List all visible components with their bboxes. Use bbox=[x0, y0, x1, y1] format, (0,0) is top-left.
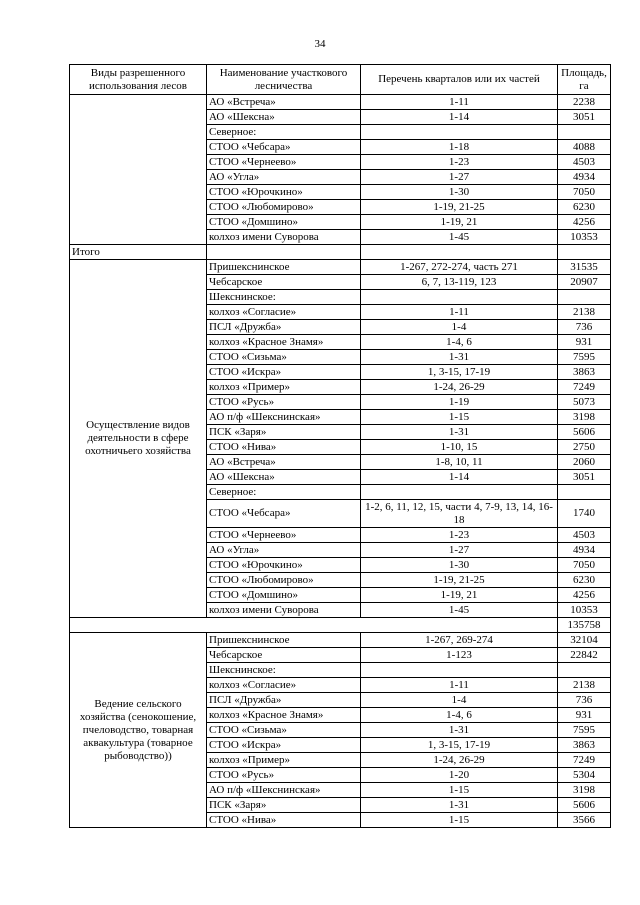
quarters-cell bbox=[361, 125, 558, 140]
area-cell: 2750 bbox=[558, 440, 611, 455]
quarters-cell: 1-30 bbox=[361, 558, 558, 573]
area-cell: 4934 bbox=[558, 543, 611, 558]
area-cell: 3566 bbox=[558, 813, 611, 828]
area-cell: 3051 bbox=[558, 470, 611, 485]
forestry-name-cell: СТОО «Русь» bbox=[207, 395, 361, 410]
area-cell: 3198 bbox=[558, 410, 611, 425]
area-cell bbox=[558, 125, 611, 140]
area-cell: 5606 bbox=[558, 425, 611, 440]
area-cell: 3863 bbox=[558, 365, 611, 380]
area-cell: 7595 bbox=[558, 350, 611, 365]
quarters-cell: 1-19, 21 bbox=[361, 215, 558, 230]
quarters-cell: 1-31 bbox=[361, 425, 558, 440]
forestry-name-cell: Чебсарское bbox=[207, 275, 361, 290]
quarters-cell: 1-45 bbox=[361, 230, 558, 245]
section-a-body bbox=[70, 95, 611, 245]
forestry-name-cell: СТОО «Любомирово» bbox=[207, 573, 361, 588]
forestry-name-cell: ПСК «Заря» bbox=[207, 425, 361, 440]
forestry-name-cell: АО «Шексна» bbox=[207, 110, 361, 125]
area-cell: 7050 bbox=[558, 558, 611, 573]
area-cell: 4503 bbox=[558, 155, 611, 170]
forestry-name-cell: Шекснинское: bbox=[207, 663, 361, 678]
forestry-name-cell: колхоз «Пример» bbox=[207, 380, 361, 395]
forestry-name-cell: колхоз «Красное Знамя» bbox=[207, 708, 361, 723]
usage-cell: Ведение сельского хозяйства (сенокошение, пчеловодство, товарная аквакультура (товарное рыбоводство)) bbox=[70, 633, 207, 828]
forestry-name-cell: колхоз «Согласие» bbox=[207, 305, 361, 320]
area-cell: 7595 bbox=[558, 723, 611, 738]
usage-cell bbox=[70, 95, 207, 245]
area-cell bbox=[558, 663, 611, 678]
quarters-cell: 1-20 bbox=[361, 768, 558, 783]
forestry-name-cell: колхоз «Согласие» bbox=[207, 678, 361, 693]
quarters-cell: 1-2, 6, 11, 12, 15, части 4, 7-9, 13, 14, 16-18 bbox=[361, 500, 558, 528]
quarters-cell: 1-267, 269-274 bbox=[361, 633, 558, 648]
forestry-name-cell: АО «Встреча» bbox=[207, 95, 361, 110]
itogo-empty-3 bbox=[558, 245, 611, 260]
total-empty bbox=[70, 618, 558, 633]
area-cell: 22842 bbox=[558, 648, 611, 663]
quarters-cell: 1-27 bbox=[361, 170, 558, 185]
quarters-cell: 1-15 bbox=[361, 410, 558, 425]
quarters-cell: 1, 3-15, 17-19 bbox=[361, 365, 558, 380]
quarters-cell: 1-19, 21-25 bbox=[361, 573, 558, 588]
quarters-cell: 1-45 bbox=[361, 603, 558, 618]
header-forestry: Наименование участкового лесничества bbox=[207, 65, 361, 95]
forestry-name-cell: ПСЛ «Дружба» bbox=[207, 693, 361, 708]
quarters-cell: 1-4 bbox=[361, 320, 558, 335]
forestry-name-cell: СТОО «Искра» bbox=[207, 738, 361, 753]
quarters-cell: 1-8, 10, 11 bbox=[361, 455, 558, 470]
forestry-name-cell: АО «Встреча» bbox=[207, 455, 361, 470]
forestry-name-cell: СТОО «Чебсара» bbox=[207, 500, 361, 528]
section-b-body bbox=[70, 260, 611, 618]
quarters-cell: 1-4 bbox=[361, 693, 558, 708]
quarters-cell: 1, 3-15, 17-19 bbox=[361, 738, 558, 753]
itogo-empty-1 bbox=[207, 245, 361, 260]
area-cell: 10353 bbox=[558, 230, 611, 245]
forestry-name-cell: СТОО «Чернеево» bbox=[207, 528, 361, 543]
section-b-total-body bbox=[70, 618, 611, 633]
quarters-cell: 1-31 bbox=[361, 798, 558, 813]
quarters-cell: 1-27 bbox=[361, 543, 558, 558]
area-cell: 4256 bbox=[558, 588, 611, 603]
header-quarters: Перечень кварталов или их частей bbox=[361, 65, 558, 95]
area-cell: 2138 bbox=[558, 305, 611, 320]
area-cell: 7050 bbox=[558, 185, 611, 200]
quarters-cell: 1-4, 6 bbox=[361, 335, 558, 350]
area-cell: 3863 bbox=[558, 738, 611, 753]
quarters-cell: 6, 7, 13-119, 123 bbox=[361, 275, 558, 290]
quarters-cell: 1-24, 26-29 bbox=[361, 380, 558, 395]
area-cell: 4503 bbox=[558, 528, 611, 543]
quarters-cell: 1-14 bbox=[361, 470, 558, 485]
forestry-name-cell: Шекснинское: bbox=[207, 290, 361, 305]
forestry-name-cell: СТОО «Сизьма» bbox=[207, 350, 361, 365]
forestry-name-cell: СТОО «Юрочкино» bbox=[207, 185, 361, 200]
area-cell: 7249 bbox=[558, 753, 611, 768]
quarters-cell: 1-19, 21 bbox=[361, 588, 558, 603]
area-cell: 10353 bbox=[558, 603, 611, 618]
forestry-name-cell: АО «Шексна» bbox=[207, 470, 361, 485]
itogo-empty-2 bbox=[361, 245, 558, 260]
area-cell: 736 bbox=[558, 320, 611, 335]
quarters-cell: 1-18 bbox=[361, 140, 558, 155]
forestry-name-cell: Чебсарское bbox=[207, 648, 361, 663]
quarters-cell: 1-19, 21-25 bbox=[361, 200, 558, 215]
table-header-row bbox=[70, 65, 611, 95]
area-cell: 5304 bbox=[558, 768, 611, 783]
itogo-label: Итого bbox=[70, 245, 207, 260]
quarters-cell: 1-15 bbox=[361, 813, 558, 828]
forestry-name-cell: АО п/ф «Шекснинская» bbox=[207, 783, 361, 798]
area-cell: 931 bbox=[558, 708, 611, 723]
quarters-cell bbox=[361, 663, 558, 678]
quarters-cell: 1-11 bbox=[361, 678, 558, 693]
area-cell: 32104 bbox=[558, 633, 611, 648]
area-cell: 20907 bbox=[558, 275, 611, 290]
forestry-name-cell: СТОО «Нива» bbox=[207, 813, 361, 828]
forestry-name-cell: колхоз имени Суворова bbox=[207, 230, 361, 245]
area-cell: 4934 bbox=[558, 170, 611, 185]
quarters-cell: 1-23 bbox=[361, 155, 558, 170]
forestry-name-cell: СТОО «Сизьма» bbox=[207, 723, 361, 738]
forestry-name-cell: АО «Угла» bbox=[207, 543, 361, 558]
quarters-cell: 1-11 bbox=[361, 305, 558, 320]
table-row bbox=[70, 95, 611, 110]
usage-cell: Осуществление видов деятельности в сфере охотничьего хозяйства bbox=[70, 260, 207, 618]
itogo-body bbox=[70, 245, 611, 260]
header-area: Площадь, га bbox=[558, 65, 611, 95]
header-usage: Виды разрешенного использования лесов bbox=[70, 65, 207, 95]
forestry-name-cell: СТОО «Русь» bbox=[207, 768, 361, 783]
area-cell: 4256 bbox=[558, 215, 611, 230]
forestry-name-cell: СТОО «Чернеево» bbox=[207, 155, 361, 170]
forestry-name-cell: ПСК «Заря» bbox=[207, 798, 361, 813]
quarters-cell bbox=[361, 290, 558, 305]
forest-use-table bbox=[69, 64, 611, 828]
forestry-name-cell: СТОО «Любомирово» bbox=[207, 200, 361, 215]
quarters-cell: 1-267, 272-274, часть 271 bbox=[361, 260, 558, 275]
area-cell: 2138 bbox=[558, 678, 611, 693]
area-cell: 7249 bbox=[558, 380, 611, 395]
area-cell: 31535 bbox=[558, 260, 611, 275]
forestry-name-cell: СТОО «Искра» bbox=[207, 365, 361, 380]
area-cell: 736 bbox=[558, 693, 611, 708]
forestry-name-cell: колхоз имени Суворова bbox=[207, 603, 361, 618]
area-cell: 2238 bbox=[558, 95, 611, 110]
area-cell: 1740 bbox=[558, 500, 611, 528]
area-cell: 6230 bbox=[558, 573, 611, 588]
area-cell bbox=[558, 290, 611, 305]
quarters-cell: 1-24, 26-29 bbox=[361, 753, 558, 768]
forestry-name-cell: СТОО «Домшино» bbox=[207, 588, 361, 603]
area-cell: 2060 bbox=[558, 455, 611, 470]
section-b-total: 135758 bbox=[558, 618, 611, 633]
forestry-name-cell: СТОО «Домшино» bbox=[207, 215, 361, 230]
forestry-name-cell: СТОО «Нива» bbox=[207, 440, 361, 455]
page-number: 34 bbox=[314, 38, 326, 50]
quarters-cell: 1-123 bbox=[361, 648, 558, 663]
table-row bbox=[70, 633, 611, 648]
quarters-cell: 1-30 bbox=[361, 185, 558, 200]
table-row bbox=[70, 260, 611, 275]
area-cell: 6230 bbox=[558, 200, 611, 215]
total-row bbox=[70, 618, 611, 633]
forestry-name-cell: АО «Угла» bbox=[207, 170, 361, 185]
quarters-cell: 1-31 bbox=[361, 723, 558, 738]
quarters-cell: 1-23 bbox=[361, 528, 558, 543]
area-cell: 5606 bbox=[558, 798, 611, 813]
quarters-cell: 1-19 bbox=[361, 395, 558, 410]
area-cell: 931 bbox=[558, 335, 611, 350]
quarters-cell: 1-11 bbox=[361, 95, 558, 110]
forestry-name-cell: СТОО «Чебсара» bbox=[207, 140, 361, 155]
area-cell: 4088 bbox=[558, 140, 611, 155]
forestry-name-cell: колхоз «Пример» bbox=[207, 753, 361, 768]
forestry-name-cell: Северное: bbox=[207, 125, 361, 140]
area-cell: 5073 bbox=[558, 395, 611, 410]
quarters-cell bbox=[361, 485, 558, 500]
forestry-name-cell: колхоз «Красное Знамя» bbox=[207, 335, 361, 350]
quarters-cell: 1-4, 6 bbox=[361, 708, 558, 723]
section-c-body bbox=[70, 633, 611, 828]
quarters-cell: 1-31 bbox=[361, 350, 558, 365]
forestry-name-cell: Пришекснинское bbox=[207, 260, 361, 275]
quarters-cell: 1-14 bbox=[361, 110, 558, 125]
forestry-name-cell: СТОО «Юрочкино» bbox=[207, 558, 361, 573]
forestry-name-cell: Пришекснинское bbox=[207, 633, 361, 648]
area-cell: 3198 bbox=[558, 783, 611, 798]
area-cell bbox=[558, 485, 611, 500]
forestry-name-cell: АО п/ф «Шекснинская» bbox=[207, 410, 361, 425]
forestry-name-cell: ПСЛ «Дружба» bbox=[207, 320, 361, 335]
quarters-cell: 1-15 bbox=[361, 783, 558, 798]
quarters-cell: 1-10, 15 bbox=[361, 440, 558, 455]
forestry-name-cell: Северное: bbox=[207, 485, 361, 500]
itogo-row bbox=[70, 245, 611, 260]
area-cell: 3051 bbox=[558, 110, 611, 125]
